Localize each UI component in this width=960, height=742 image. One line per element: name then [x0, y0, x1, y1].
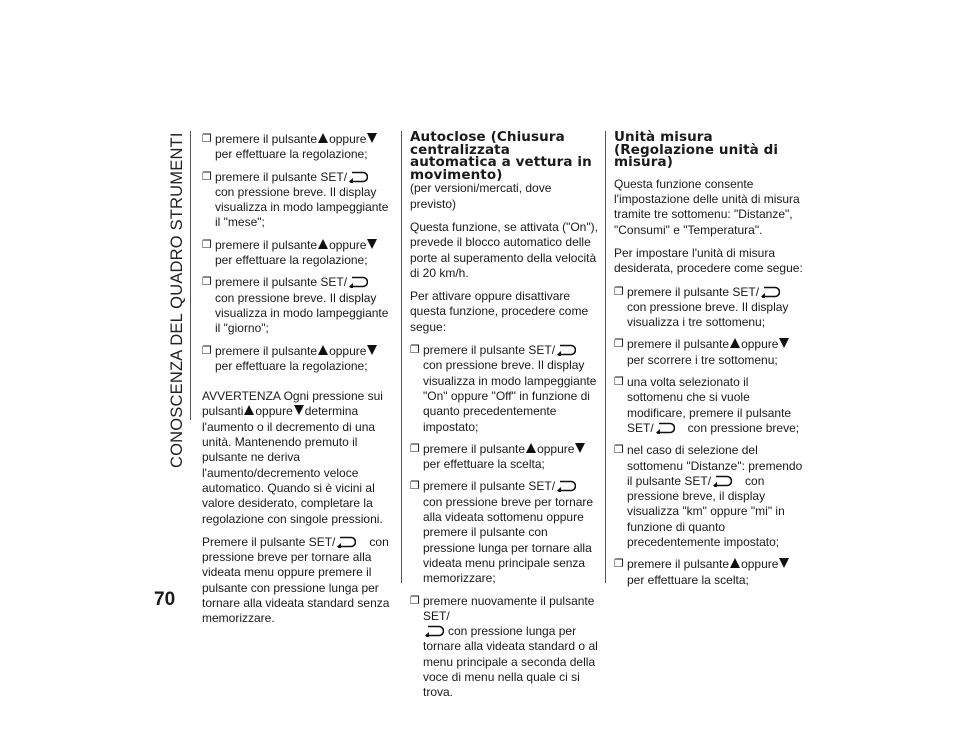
warning-paragraph: AVVERTENZA Ogni pressione sui pulsanti oppure determina l'aumento o il decremento di una unità. Mantenendo premuto il pulsante ne deriva l'aumento/decremento veloce automatico. Quando si è vicini al valore desiderato, completare la regolazione con singole pressioni. — [202, 389, 383, 526]
body-paragraph: Per impostare l'unità di misura desiderata, procedere come segue: — [614, 245, 803, 276]
triangle-down-icon — [779, 558, 789, 568]
checkbox-bullet: ❐ — [410, 594, 420, 607]
checkbox-bullet: ❐ — [614, 338, 624, 351]
triangle-up-icon — [526, 443, 536, 453]
triangle-down-icon — [367, 239, 377, 249]
checkbox-bullet: ❐ — [202, 276, 212, 289]
triangle-down-icon — [779, 338, 789, 348]
list-item: ❐ premere il pulsante oppureper effettuare la scelta; — [410, 442, 598, 473]
note: (per versioni/mercati, dove previsto) — [410, 181, 552, 211]
list-item: ❐ premere il pulsante SET/con pressione breve. Il display visualizza in modo lampeggiante il "giorno"; — [202, 275, 389, 336]
column-1 — [202, 132, 392, 635]
return-arrow-icon — [336, 536, 356, 548]
list-item: ❐ premere il pulsante SET/con pressione breve per tornare alla videata sottomenu oppure premere il pulsante con pressione lunga per tornare alla videata menu principale senza memorizzare; — [410, 479, 594, 586]
section-title: CONOSCENZA DEL QUADRO STRUMENTI — [168, 132, 186, 468]
triangle-up-icon — [318, 133, 328, 143]
triangle-down-icon — [367, 345, 377, 355]
column-2 — [410, 131, 598, 708]
list-item: ❐ premere il pulsante oppureper effettuare la regolazione; — [202, 132, 392, 163]
checkbox-bullet: ❐ — [202, 238, 212, 251]
list-item: ❐ premere il pulsante oppureper scorrere i tre sottomenu; — [614, 337, 804, 368]
triangle-up-icon — [730, 338, 740, 348]
triangle-up-icon — [244, 405, 254, 415]
return-arrow-icon — [424, 625, 444, 637]
section-heading: Autoclose (Chiusura centralizzata automatica a vettura in movimento) — [410, 129, 592, 183]
checkbox-bullet: ❐ — [614, 444, 624, 457]
body-paragraph: Premere il pulsante SET/ con pressione breve per tornare alla videata menu oppure premere il pulsante con pressione lunga per tornare alla videata standard senza memorizzare. — [202, 534, 390, 626]
list-item: ❐ premere il pulsante SET/con pressione breve. Il display visualizza in modo lampeggiante "On" oppure "Off" in funzione di quanto precedentemente impostato; — [410, 343, 597, 434]
triangle-up-icon — [318, 345, 328, 355]
checkbox-bullet: ❐ — [202, 344, 212, 357]
list-item: ❐ premere nuovamente il pulsante SET/ con pressione lunga per tornare alla videata standard o al menu principale a seconda della voce di menu nella quale ci si trova. — [410, 593, 598, 700]
list-item: ❐ premere il pulsante oppureper effettuare la scelta; — [614, 557, 804, 588]
return-arrow-icon — [348, 171, 368, 183]
return-arrow-icon — [655, 422, 675, 434]
column-divider — [605, 131, 606, 583]
list-item: ❐ premere il pulsante oppureper effettuare la regolazione; — [202, 238, 392, 269]
page-number: 70 — [154, 589, 176, 610]
checkbox-bullet: ❐ — [202, 170, 212, 183]
triangle-down-icon — [367, 133, 377, 143]
return-arrow-icon — [348, 276, 368, 288]
triangle-down-icon — [294, 405, 304, 415]
list-item: ❐ premere il pulsante oppureper effettuare la regolazione; — [202, 344, 392, 375]
triangle-up-icon — [318, 239, 328, 249]
triangle-down-icon — [575, 443, 585, 453]
checkbox-bullet: ❐ — [614, 376, 624, 389]
list-item: ❐ premere il pulsante SET/con pressione breve. Il display visualizza i tre sottomenu; — [614, 284, 789, 330]
return-arrow-icon — [556, 344, 576, 356]
return-arrow-icon — [712, 475, 732, 487]
checkbox-bullet: ❐ — [614, 285, 624, 298]
section-heading: Unità misura (Regolazione unità di misura) — [614, 129, 779, 171]
triangle-up-icon — [730, 558, 740, 568]
list-item: ❐ premere il pulsante SET/con pressione breve. Il display visualizza in modo lampeggiante il "mese"; — [202, 169, 389, 230]
list-item: ❐ nel caso di selezione del sottomenu "Distanze": premendo il pulsante SET/ con pressione breve, il display visualizza "km" oppure "mi" in funzione di quanto precedentemente impostato; — [614, 443, 803, 550]
list-item: ❐ una volta selezionato il sottomenu che si vuole modificare, premere il pulsante SET/ con pressione breve; — [614, 375, 800, 435]
body-paragraph: Questa funzione consente l'impostazione delle unità di misura tramite tre sottomenu: "Distanze", "Consumi" e "Temperatura". — [614, 176, 800, 237]
body-paragraph: Questa funzione, se attivata ("On"), prevede il blocco automatico delle porte al superamento della velocità di 20 km/h. — [410, 219, 598, 280]
checkbox-bullet: ❐ — [410, 442, 420, 455]
checkbox-bullet: ❐ — [614, 558, 624, 571]
column-divider — [401, 131, 402, 583]
checkbox-bullet: ❐ — [410, 344, 420, 357]
checkbox-bullet: ❐ — [410, 480, 420, 493]
column-divider — [190, 131, 191, 420]
body-paragraph: Per attivare oppure disattivare questa funzione, procedere come segue: — [410, 289, 589, 334]
return-arrow-icon — [556, 480, 576, 492]
checkbox-bullet: ❐ — [202, 133, 212, 145]
return-arrow-icon — [760, 286, 780, 298]
column-3 — [614, 131, 804, 595]
